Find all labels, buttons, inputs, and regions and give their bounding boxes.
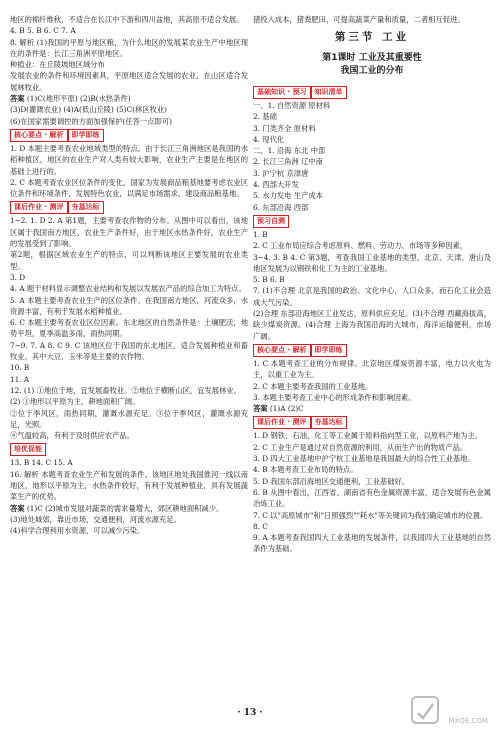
- intro-text: 猪投入成本，猪粪肥田，可提高蔬菜产量和质量，二者相互促进。: [253, 15, 465, 24]
- section-tag: 核心要点 · 解析: [10, 129, 68, 142]
- answer-paragraph: 4. B 本题考查工业布局的特点。: [253, 465, 358, 475]
- answer-paragraph: 5. D 我国东部沿海地区交通便利，工业基础好。: [253, 476, 410, 486]
- answer-paragraph: 2. C 本题考查农业区位条件的变化，国家为发展商品粮基地要考虑农业区位条件和环境条件，发展特色农业，以满足市场需求，建设商品粮基地。: [10, 177, 248, 199]
- answer-paragraph: 一、1. 自然资源 原材料: [253, 101, 331, 110]
- section-tag: 核心要点 · 解析: [253, 344, 311, 357]
- answer-paragraph: 6. 东部沿海 西部: [253, 202, 309, 212]
- page-number: · 13 ·: [237, 708, 263, 719]
- answer-paragraph: ④气温较高，有利于及时供应农产品。: [10, 431, 135, 441]
- answer-paragraph: 二、1. 沿海 东北 中部: [253, 146, 326, 156]
- section-tag: 夯基达标: [68, 201, 104, 214]
- section-tag: 课后作业 · 测评: [10, 201, 68, 214]
- answer-line: [10, 503, 248, 514]
- answer-label: 答案: [10, 503, 25, 513]
- answer-line: [253, 403, 491, 414]
- answer-paragraph: 12. (1) ①地位于地，宜发展畜牧业。②地位于横断山区，宜发展林业。: [10, 385, 241, 395]
- answer-paragraph: 1. B: [253, 229, 268, 239]
- answer-paragraph: (2) ①地形以平原为主，耕地面积广阔。: [10, 397, 140, 407]
- section-tag: 知识清单: [311, 86, 347, 99]
- answer-paragraph: 5. B 6. B: [253, 275, 285, 285]
- section-tag: 课后作业 · 测评: [253, 416, 311, 429]
- answer-line: [10, 93, 248, 104]
- answer-paragraph: 4. A 题干材料显示调整农业结构和发展以发展农产品的综合加工为特点。: [10, 284, 246, 294]
- answer-paragraph: 2. C 本题主要考查我国的工业基地。: [253, 381, 373, 391]
- answer-paragraph: 9. A 本题考查我国四大工业基地的发展条件，以我国四大工业基地的自然条件为基础。: [253, 533, 491, 554]
- right-items: [253, 84, 491, 555]
- lesson-title: 第1课时 工业及其重要性: [322, 52, 422, 63]
- answer-paragraph: 种植业：在丘陵坡地区域分布: [10, 60, 105, 70]
- answer-paragraph: 6. B 从图中看出，江西省、湖南省有色金属资源丰富，适合发展有色金属冶炼工业。: [253, 487, 491, 509]
- answer-paragraph: 10. B: [10, 363, 30, 373]
- answer-paragraph: 5. A 本题主要考查农业生产的区位条件。在我国南方地区，河流众多，水资源丰富，有利于发展水稻种植业。: [10, 295, 248, 316]
- answer-paragraph: 13. B 14. C 15. A: [10, 458, 73, 468]
- watermark-text: MXQE.COM: [448, 717, 488, 726]
- answer-paragraph: 7. C 以"高原城市"和"日照强烈""耗水"等关键词为我们确定城市的位置。: [253, 510, 488, 520]
- left-column: [10, 14, 248, 536]
- answer-paragraph: 3. D 四大工业基地中沪宁杭工业基地是我国最大的综合性工业基地。: [253, 454, 475, 464]
- answer-text: (1)A (2)C: [269, 404, 304, 414]
- answer-paragraph: 1. C 本题考查工业的分布规律。北京地区煤炭资源丰富，电力以火电为主，以重工业为主。: [253, 358, 491, 380]
- answer-paragraph: 4. B 5. B 6. C 7. A: [10, 26, 76, 36]
- answer-paragraph: 2. 基础: [253, 112, 277, 122]
- answer-label: 答案: [10, 94, 25, 104]
- answer-paragraph: 2. 长江三角洲 辽中南: [253, 157, 323, 167]
- answer-paragraph: (3)D(灌溉农业) (4)A(低山丘陵) (5)C(林区牧业): [10, 105, 167, 115]
- answer-label: 答案: [253, 404, 268, 414]
- answer-paragraph: 2. C 工业生产是通过对自然资源的利用，从而生产出的物质产品。: [253, 442, 468, 452]
- answer-paragraph: (2)合理 东部沿海地区工业发达，原料供应充足。(3)不合理 西藏海拔高，缺少煤炭资源。(4)合理 上海为我国沿海的大城市，海洋运输便利，市场广阔。: [253, 309, 491, 341]
- answer-paragraph: 第2题，根据区域农业生产的特点，可以判断该地区主要发展的农业类型。: [10, 250, 248, 271]
- answer-paragraph: 16. 解析 本题考查农业生产和发展的条件。该地区地处我国淮河一线以南地区，地形以平原为主，水热条件较好，有利于发展种植业，具有发展蔬菜生产的优势。: [10, 469, 248, 502]
- answer-paragraph: 4. 西部大开发: [253, 180, 299, 190]
- answer-paragraph: 1. D 本题主要考查农业地域类型的特点。由于长江三角洲地区是我国的水稻种植区，地区的农业生产对人类有较大影响，农业生产主要是在地区的基础上进行的。: [10, 143, 248, 176]
- answer-paragraph: 7. (1)不合理 北京是我国的政治、文化中心，人口众多，而石化工业会造成大气污染。: [253, 286, 491, 307]
- answer-paragraph: 8. C: [253, 521, 268, 531]
- answer-paragraph: (3)地处城郊，靠近市场，交通便利，河流水源充足。: [10, 514, 181, 524]
- section-tag: 基础知识 · 预习: [253, 86, 311, 99]
- section-tag: 预习自测: [253, 215, 289, 228]
- answer-paragraph: 7~9. 7. A 8. C 9. C 该地区位于我国的东北地区，适合发展种植业和畜牧业，其中大豆、玉米等是主要的农作物。: [10, 340, 248, 362]
- answer-paragraph: (6)在国家需要调控的方面加强保护(任答一点即可): [10, 116, 172, 126]
- right-column: [253, 14, 491, 555]
- answer-paragraph: 2. C 工业布局应综合考虑原料、燃料、劳动力、市场等多种因素，: [253, 241, 468, 251]
- answer-paragraph: 11. A: [10, 374, 30, 384]
- answer-text: (1)C(地形平原) (2)B(水热条件): [26, 94, 131, 104]
- answer-paragraph: 3. D: [10, 272, 26, 282]
- answer-paragraph: 地区的棉纤维秋，不适合在长江中下游和四川盆地，其高原不适合发展。: [10, 15, 244, 24]
- answer-paragraph: 4. 现代化: [253, 134, 285, 144]
- answer-paragraph: 1~2. 1. D 2. A 第1题，主要考查农作物的分布。从图中可以看出，该地区属于我国南方地区，农业生产条件好，由于地区水热条件好，农业生产的发展受到了影响。: [10, 216, 248, 249]
- section-tag: 培优促能: [10, 443, 46, 456]
- answer-paragraph: 3. 沪宁杭 京津唐: [253, 168, 309, 178]
- section-tag: 即学即练: [311, 344, 347, 357]
- answer-paragraph: ②位于季风区，雨热同期，灌溉水源充足。③位于季风区，灌溉水源充足，光照。: [10, 408, 248, 429]
- answer-paragraph: 8. 解析 (1)我国的平原与地区粮，为什么地区的发展某农业生产中地区现在的条件是：长江三角洲平原地区。: [10, 37, 248, 58]
- answer-paragraph: 3. 本题主要考查工业中心的形成条件和影响因素。: [253, 392, 416, 402]
- answer-paragraph: 3~4. 3. B 4. C 第3题，考查我国工业基地的类型，北京、天津、唐山及地区发展为以钢铁和化工为主的工业基地。: [253, 252, 491, 273]
- answer-paragraph: 1. D 钢铁、石油、化工等工业属于原料指向型工业，以原料产地为主。: [253, 431, 483, 441]
- section-title: 第三节 工业: [334, 31, 410, 44]
- answer-paragraph: 5. 水力发电 生产成本: [253, 191, 323, 201]
- section-tag: 夯基达标: [311, 416, 347, 429]
- answer-paragraph: 6. C 本题主要考查农业区位因素。东北地区的自然条件是：土壤肥沃，地势平坦，夏季高温多雨，雨热同期。: [10, 318, 248, 339]
- answer-paragraph: 3. 门类齐全 原材料: [253, 123, 316, 133]
- answer-text: (1)C (2)城市发展对蔬菜的需求量增大，郊区耕地面积减少。: [26, 503, 224, 513]
- answer-paragraph: (4)科学合理利用水资源，可以减少污染。: [10, 526, 145, 536]
- section-tag: 即学即练: [68, 129, 104, 142]
- answer-paragraph: 发展农业的条件和环境因素具，平原地区适合发展的农业，在山区适合发展林牧业。: [10, 71, 248, 92]
- lesson-subtitle: 我国工业的分布: [340, 66, 404, 77]
